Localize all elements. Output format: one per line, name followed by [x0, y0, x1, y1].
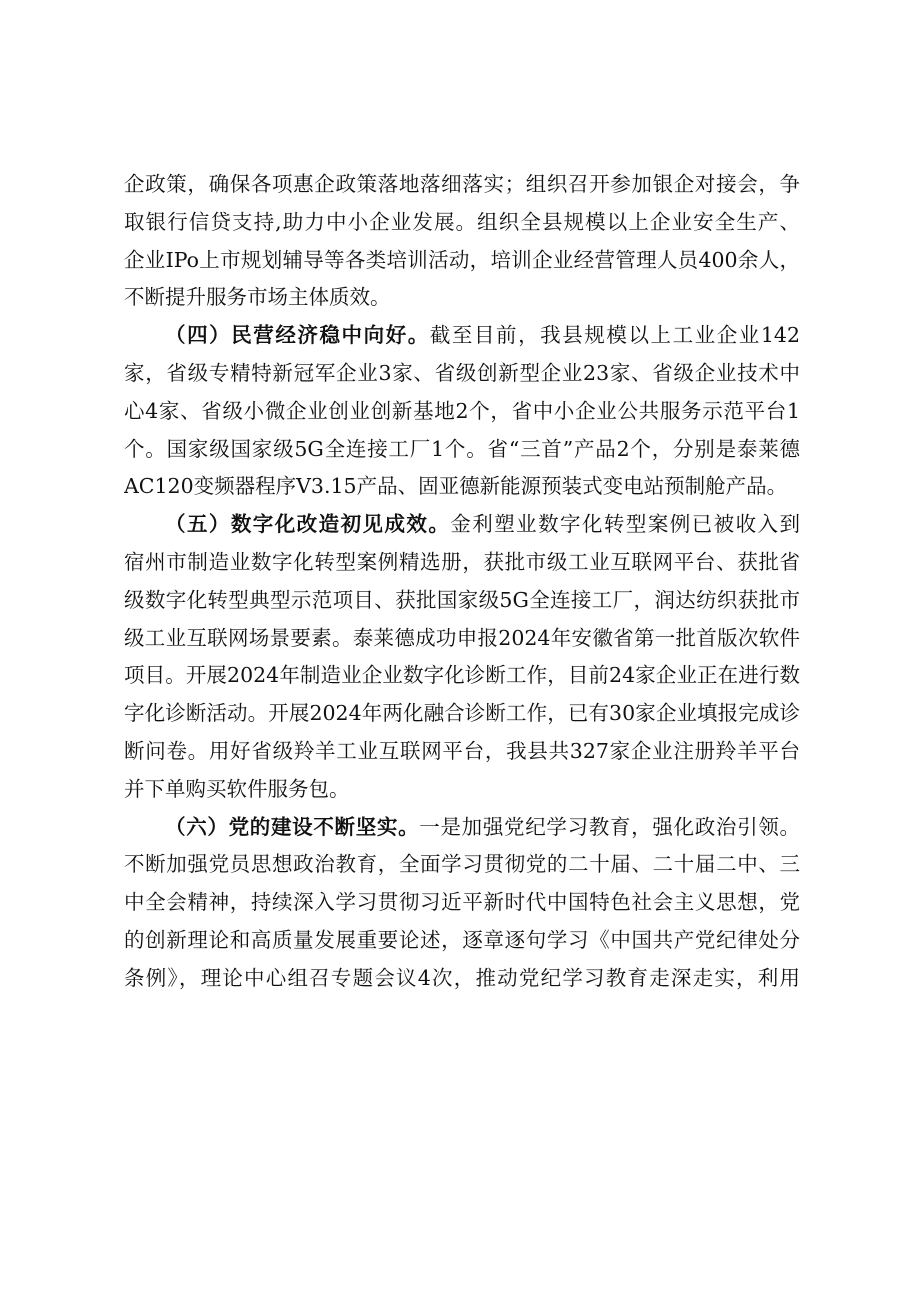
section-heading: （四）民营经济稳中向好。 — [165, 323, 430, 348]
text-line: 条例》，理论中心组召专题会议4次，推动党纪学习教育走深走实，利用 — [124, 965, 800, 990]
text-run: 金利塑业数字化转型案例已被收入到 — [450, 512, 800, 537]
text-line: AC120变频器程序V3.15产品、固亚德新能源预装式变电站预制舱产品。 — [124, 474, 788, 499]
text-line: 的创新理论和高质量发展重要论述，逐章逐句学习《中国共产党纪律处分 — [124, 927, 800, 952]
text-run: 一是加强党纪学习教育，强化政治引领。 — [419, 814, 800, 839]
paragraph — [124, 506, 800, 808]
paragraph — [124, 166, 800, 317]
text-line — [124, 506, 800, 544]
text-line: 级工业互联网场景要素。泰莱德成功申报2024年安徽省第一批首版次软件 — [124, 625, 800, 650]
paragraph — [124, 809, 800, 998]
text-line — [124, 317, 800, 355]
text-line: 级数字化转型典型示范项目、获批国家级5G全连接工厂，润达纺织获批市 — [124, 587, 800, 612]
text-line: 断问卷。用好省级羚羊工业互联网平台，我县共327家企业注册羚羊平台 — [124, 738, 800, 763]
text-line — [124, 809, 800, 847]
text-line: 心4家、省级小微企业创业创新基地2个，省中小企业公共服务示范平台1 — [124, 398, 800, 423]
section-heading: （五）数字化改造初见成效。 — [165, 512, 451, 537]
text-line: 项目。开展2024年制造业企业数字化诊断工作，目前24家企业正在进行数 — [124, 663, 800, 688]
text-line: 并下单购买软件服务包。 — [124, 776, 350, 801]
text-run: 截至目前，我县规模以上工业企业142 — [429, 323, 800, 348]
text-line: 宿州市制造业数字化转型案例精选册，获批市级工业互联网平台、获批省 — [124, 549, 800, 574]
section-heading: （六）党的建设不断坚实。 — [165, 814, 420, 839]
document-body — [124, 166, 800, 998]
text-line: 企业IPo上市规划辅导等各类培训活动，培训企业经营管理人员400余人， — [124, 247, 800, 272]
text-line: 中全会精神，持续深入学习贯彻习近平新时代中国特色社会主义思想，党 — [124, 890, 800, 915]
paragraph — [124, 317, 800, 506]
text-line: 企政策，确保各项惠企政策落地落细落实；组织召开参加银企对接会，争 — [124, 172, 800, 196]
text-line: 字化诊断活动。开展2024年两化融合诊断工作，已有30家企业填报完成诊 — [124, 701, 800, 726]
text-line: 个。国家级国家级5G全连接工厂1个。省“三首”产品2个，分别是泰莱德 — [124, 436, 800, 461]
text-line: 家，省级专精特新冠军企业3家、省级创新型企业23家、省级企业技术中 — [124, 360, 800, 385]
text-line: 取银行信贷支持,助力中小企业发展。组织全县规模以上企业安全生产、 — [124, 209, 800, 234]
text-line: 不断加强党员思想政治教育，全面学习贯彻党的二十届、二十届二中、三 — [124, 852, 800, 877]
text-line: 不断提升服务市场主体质效。 — [124, 285, 391, 310]
